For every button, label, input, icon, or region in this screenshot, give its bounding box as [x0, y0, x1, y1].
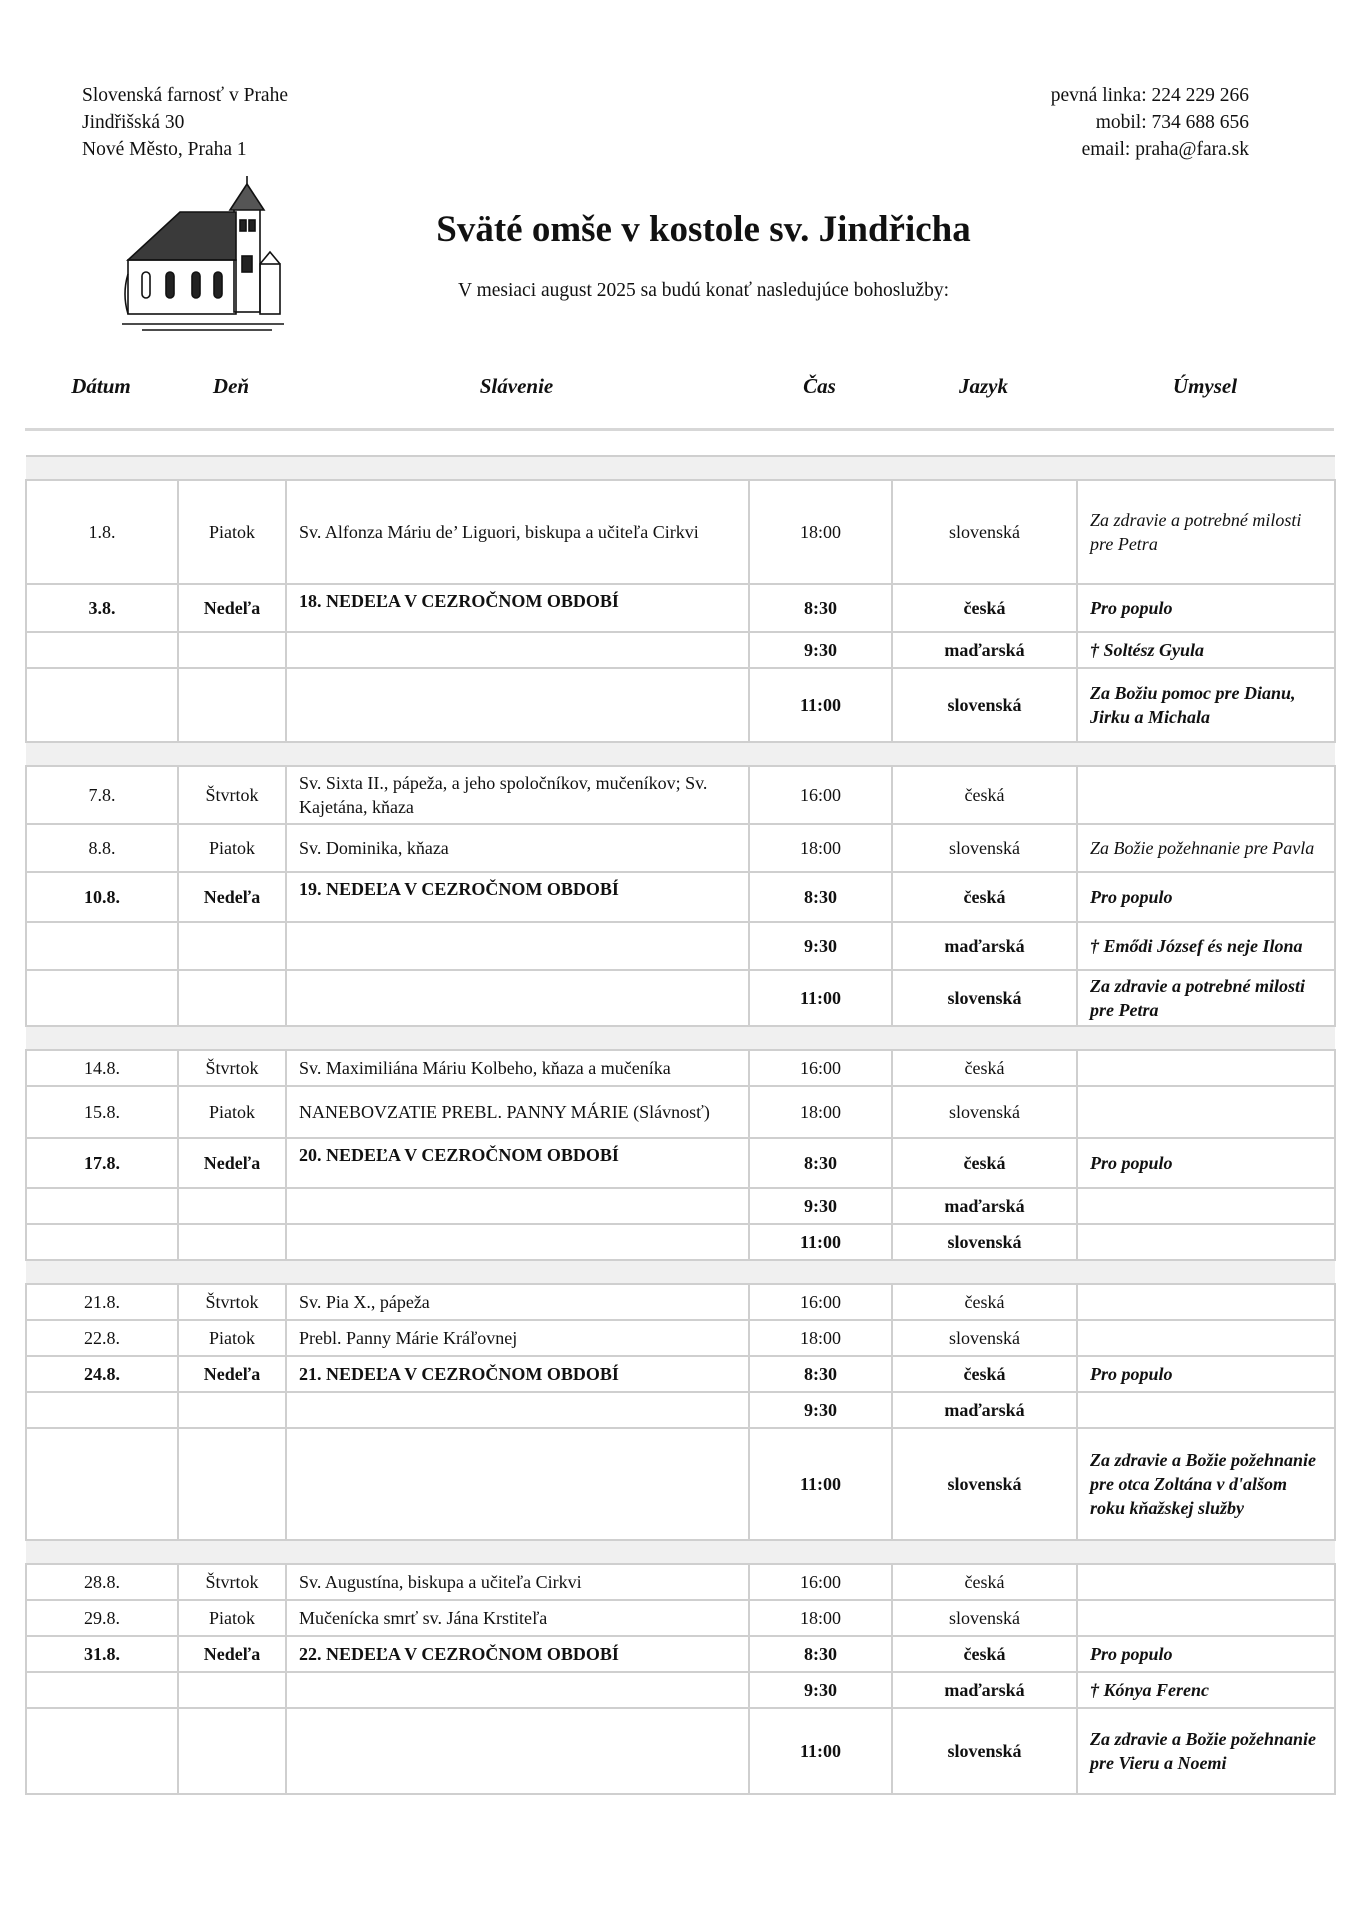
- table-row: [26, 668, 1335, 742]
- time-cell: 18:00: [749, 1600, 892, 1636]
- time-cell: 18:00: [749, 480, 892, 584]
- table-row: [26, 872, 1335, 922]
- table-row: [26, 1050, 1335, 1086]
- celebration-cell: Mučenícka smrť sv. Jána Krstiteľa: [286, 1600, 749, 1636]
- intention-cell: † Kónya Ferenc: [1077, 1672, 1335, 1708]
- church-drawing-icon: [122, 176, 284, 334]
- celebration-cell: [286, 970, 749, 1026]
- celebration-cell: [286, 1708, 749, 1794]
- day-cell: Štvrtok: [178, 1050, 286, 1086]
- language-cell: maďarská: [892, 632, 1077, 668]
- week-separator: [26, 456, 1335, 480]
- week-separator: [26, 742, 1335, 766]
- intention-cell: [1077, 766, 1335, 824]
- time-cell: 9:30: [749, 1392, 892, 1428]
- language-cell: slovenská: [892, 1600, 1077, 1636]
- intention-cell: [1077, 1224, 1335, 1260]
- table-row: [26, 1086, 1335, 1138]
- date-cell: 8.8.: [26, 824, 178, 872]
- mobile-line: mobil: 734 688 656: [1095, 112, 1249, 133]
- intention-cell: [1077, 1564, 1335, 1600]
- day-cell: [178, 1672, 286, 1708]
- celebration-cell: [286, 1392, 749, 1428]
- date-cell: 28.8.: [26, 1564, 178, 1600]
- intention-cell: † Soltész Gyula: [1077, 632, 1335, 668]
- date-cell: [26, 1672, 178, 1708]
- date-cell: 24.8.: [26, 1356, 178, 1392]
- day-cell: Nedeľa: [178, 1138, 286, 1188]
- language-cell: slovenská: [892, 1708, 1077, 1794]
- date-cell: [26, 668, 178, 742]
- time-cell: 11:00: [749, 1708, 892, 1794]
- time-cell: 8:30: [749, 872, 892, 922]
- day-cell: Nedeľa: [178, 584, 286, 632]
- celebration-cell: 21. NEDEĽA V CEZROČNOM OBDOBÍ: [286, 1356, 749, 1392]
- day-cell: Štvrtok: [178, 766, 286, 824]
- celebration-cell: [286, 922, 749, 970]
- time-cell: 9:30: [749, 922, 892, 970]
- language-cell: slovenská: [892, 1086, 1077, 1138]
- celebration-cell: Sv. Maximiliána Máriu Kolbeho, kňaza a mučeníka: [286, 1050, 749, 1086]
- language-cell: slovenská: [892, 1428, 1077, 1540]
- intention-cell: [1077, 1392, 1335, 1428]
- table-row: [26, 1138, 1335, 1188]
- date-cell: [26, 1224, 178, 1260]
- time-cell: 16:00: [749, 1564, 892, 1600]
- language-cell: česká: [892, 1138, 1077, 1188]
- intention-cell: † Emődi József és neje Ilona: [1077, 922, 1335, 970]
- intention-cell: [1077, 1284, 1335, 1320]
- celebration-cell: 19. NEDEĽA V CEZROČNOM OBDOBÍ: [286, 872, 749, 922]
- intention-cell: [1077, 1600, 1335, 1636]
- table-body: [26, 456, 1335, 1794]
- intention-cell: Pro populo: [1077, 1138, 1335, 1188]
- intention-cell: Za zdravie a potrebné milosti pre Petra: [1077, 970, 1335, 1026]
- intention-cell: Pro populo: [1077, 584, 1335, 632]
- time-cell: 16:00: [749, 766, 892, 824]
- language-cell: česká: [892, 872, 1077, 922]
- celebration-cell: Prebl. Panny Márie Kráľovnej: [286, 1320, 749, 1356]
- celebration-cell: Sv. Alfonza Máriu de’ Liguori, biskupa a učiteľa Cirkvi: [286, 480, 749, 584]
- table-row: [26, 1564, 1335, 1600]
- date-cell: [26, 1428, 178, 1540]
- table-row: [26, 1356, 1335, 1392]
- day-cell: [178, 1188, 286, 1224]
- language-cell: slovenská: [892, 970, 1077, 1026]
- language-cell: slovenská: [892, 668, 1077, 742]
- intention-cell: [1077, 1188, 1335, 1224]
- day-cell: Piatok: [178, 1086, 286, 1138]
- table-row: [26, 1284, 1335, 1320]
- time-cell: 11:00: [749, 668, 892, 742]
- table-row: [26, 632, 1335, 668]
- time-cell: 8:30: [749, 584, 892, 632]
- celebration-cell: 20. NEDEĽA V CEZROČNOM OBDOBÍ: [286, 1138, 749, 1188]
- mass-schedule-table: [25, 455, 1336, 1795]
- table-row: [26, 824, 1335, 872]
- language-cell: česká: [892, 766, 1077, 824]
- language-cell: česká: [892, 1564, 1077, 1600]
- col-header-celebration: Slávenie: [479, 374, 554, 398]
- time-cell: 11:00: [749, 1224, 892, 1260]
- day-cell: [178, 1392, 286, 1428]
- date-cell: 22.8.: [26, 1320, 178, 1356]
- day-cell: [178, 1428, 286, 1540]
- celebration-cell: [286, 1224, 749, 1260]
- time-cell: 9:30: [749, 632, 892, 668]
- table-row: [26, 1224, 1335, 1260]
- time-cell: 11:00: [749, 970, 892, 1026]
- time-cell: 18:00: [749, 1320, 892, 1356]
- intention-cell: Za zdravie a Božie požehnanie pre Vieru a Noemi: [1077, 1708, 1335, 1794]
- day-cell: [178, 1224, 286, 1260]
- language-cell: česká: [892, 1636, 1077, 1672]
- day-cell: Piatok: [178, 1320, 286, 1356]
- language-cell: slovenská: [892, 480, 1077, 584]
- date-cell: [26, 970, 178, 1026]
- day-cell: [178, 922, 286, 970]
- parish-address: [82, 82, 288, 163]
- celebration-cell: [286, 1672, 749, 1708]
- language-cell: česká: [892, 584, 1077, 632]
- intention-cell: Za Božie požehnanie pre Pavla: [1077, 824, 1335, 872]
- intention-cell: Pro populo: [1077, 872, 1335, 922]
- celebration-cell: Sv. Sixta II., pápeža, a jeho spoločníkov, mučeníkov; Sv. Kajetána, kňaza: [286, 766, 749, 824]
- celebration-cell: Sv. Pia X., pápeža: [286, 1284, 749, 1320]
- language-cell: maďarská: [892, 1672, 1077, 1708]
- phone-line: pevná linka: 224 229 266: [1050, 85, 1249, 106]
- table-row: [26, 1320, 1335, 1356]
- day-cell: [178, 632, 286, 668]
- day-cell: Nedeľa: [178, 1356, 286, 1392]
- day-cell: Piatok: [178, 824, 286, 872]
- celebration-cell: [286, 1428, 749, 1540]
- intention-cell: Pro populo: [1077, 1356, 1335, 1392]
- table-row: [26, 922, 1335, 970]
- date-cell: 17.8.: [26, 1138, 178, 1188]
- date-cell: 31.8.: [26, 1636, 178, 1672]
- intention-cell: [1077, 1086, 1335, 1138]
- date-cell: 1.8.: [26, 480, 178, 584]
- week-separator: [26, 1260, 1335, 1284]
- celebration-cell: Sv. Dominika, kňaza: [286, 824, 749, 872]
- language-cell: česká: [892, 1284, 1077, 1320]
- celebration-cell: [286, 1188, 749, 1224]
- page-subtitle: V mesiaci august 2025 sa budú konať nasledujúce bohoslužby:: [457, 280, 950, 301]
- table-row: [26, 1636, 1335, 1672]
- week-separator: [26, 1026, 1335, 1050]
- date-cell: 7.8.: [26, 766, 178, 824]
- time-cell: 11:00: [749, 1428, 892, 1540]
- language-cell: česká: [892, 1050, 1077, 1086]
- table-row: [26, 1672, 1335, 1708]
- celebration-cell: 18. NEDEĽA V CEZROČNOM OBDOBÍ: [286, 584, 749, 632]
- date-cell: [26, 922, 178, 970]
- table-row: [26, 970, 1335, 1026]
- table-row: [26, 1600, 1335, 1636]
- language-cell: slovenská: [892, 1320, 1077, 1356]
- day-cell: [178, 668, 286, 742]
- celebration-cell: [286, 668, 749, 742]
- day-cell: Piatok: [178, 1600, 286, 1636]
- language-cell: maďarská: [892, 922, 1077, 970]
- email-line: email: praha@fara.sk: [1081, 139, 1249, 160]
- language-cell: česká: [892, 1356, 1077, 1392]
- table-row: [26, 1708, 1335, 1794]
- table-row: [26, 1188, 1335, 1224]
- col-header-date: Dátum: [71, 374, 131, 398]
- celebration-cell: NANEBOVZATIE PREBL. PANNY MÁRIE (Slávnosť): [286, 1086, 749, 1138]
- day-cell: Piatok: [178, 480, 286, 584]
- col-header-time: Čas: [803, 374, 836, 398]
- address-line: Slovenská farnosť v Prahe: [82, 85, 288, 106]
- time-cell: 9:30: [749, 1672, 892, 1708]
- table-row: [26, 766, 1335, 824]
- date-cell: [26, 1188, 178, 1224]
- celebration-cell: 22. NEDEĽA V CEZROČNOM OBDOBÍ: [286, 1636, 749, 1672]
- language-cell: slovenská: [892, 1224, 1077, 1260]
- day-cell: Nedeľa: [178, 1636, 286, 1672]
- intention-cell: [1077, 1320, 1335, 1356]
- col-header-day: Deň: [212, 374, 250, 398]
- intention-cell: [1077, 1050, 1335, 1086]
- language-cell: maďarská: [892, 1188, 1077, 1224]
- table-row: [26, 1428, 1335, 1540]
- day-cell: [178, 970, 286, 1026]
- time-cell: 18:00: [749, 1086, 892, 1138]
- col-header-intention: Úmysel: [1172, 374, 1238, 398]
- date-cell: 29.8.: [26, 1600, 178, 1636]
- time-cell: 16:00: [749, 1284, 892, 1320]
- address-line: Jindřišská 30: [82, 112, 185, 133]
- date-cell: 14.8.: [26, 1050, 178, 1086]
- date-cell: [26, 632, 178, 668]
- table-row: [26, 480, 1335, 584]
- day-cell: Nedeľa: [178, 872, 286, 922]
- contact-info: [1051, 82, 1249, 163]
- time-cell: 8:30: [749, 1138, 892, 1188]
- language-cell: maďarská: [892, 1392, 1077, 1428]
- date-cell: 21.8.: [26, 1284, 178, 1320]
- week-separator: [26, 1540, 1335, 1564]
- time-cell: 16:00: [749, 1050, 892, 1086]
- intention-cell: Za Božiu pomoc pre Dianu, Jirku a Michala: [1077, 668, 1335, 742]
- table-row: [26, 584, 1335, 632]
- day-cell: [178, 1708, 286, 1794]
- day-cell: Štvrtok: [178, 1284, 286, 1320]
- celebration-cell: [286, 632, 749, 668]
- date-cell: 3.8.: [26, 584, 178, 632]
- language-cell: slovenská: [892, 824, 1077, 872]
- date-cell: 15.8.: [26, 1086, 178, 1138]
- table-header: [25, 374, 1334, 410]
- time-cell: 8:30: [749, 1636, 892, 1672]
- col-header-language: Jazyk: [959, 374, 1008, 398]
- header-divider: [25, 428, 1334, 431]
- time-cell: 8:30: [749, 1356, 892, 1392]
- celebration-cell: Sv. Augustína, biskupa a učiteľa Cirkvi: [286, 1564, 749, 1600]
- date-cell: [26, 1708, 178, 1794]
- address-line: Nové Město, Praha 1: [82, 139, 247, 160]
- time-cell: 9:30: [749, 1188, 892, 1224]
- intention-cell: Za zdravie a Božie požehnanie pre otca Zoltána v d'alšom roku kňažskej služby: [1077, 1428, 1335, 1540]
- day-cell: Štvrtok: [178, 1564, 286, 1600]
- date-cell: 10.8.: [26, 872, 178, 922]
- time-cell: 18:00: [749, 824, 892, 872]
- page-title: Sväté omše v kostole sv. Jindřicha: [436, 209, 971, 250]
- intention-cell: Za zdravie a potrebné milosti pre Petra: [1077, 480, 1335, 584]
- table-row: [26, 1392, 1335, 1428]
- intention-cell: Pro populo: [1077, 1636, 1335, 1672]
- date-cell: [26, 1392, 178, 1428]
